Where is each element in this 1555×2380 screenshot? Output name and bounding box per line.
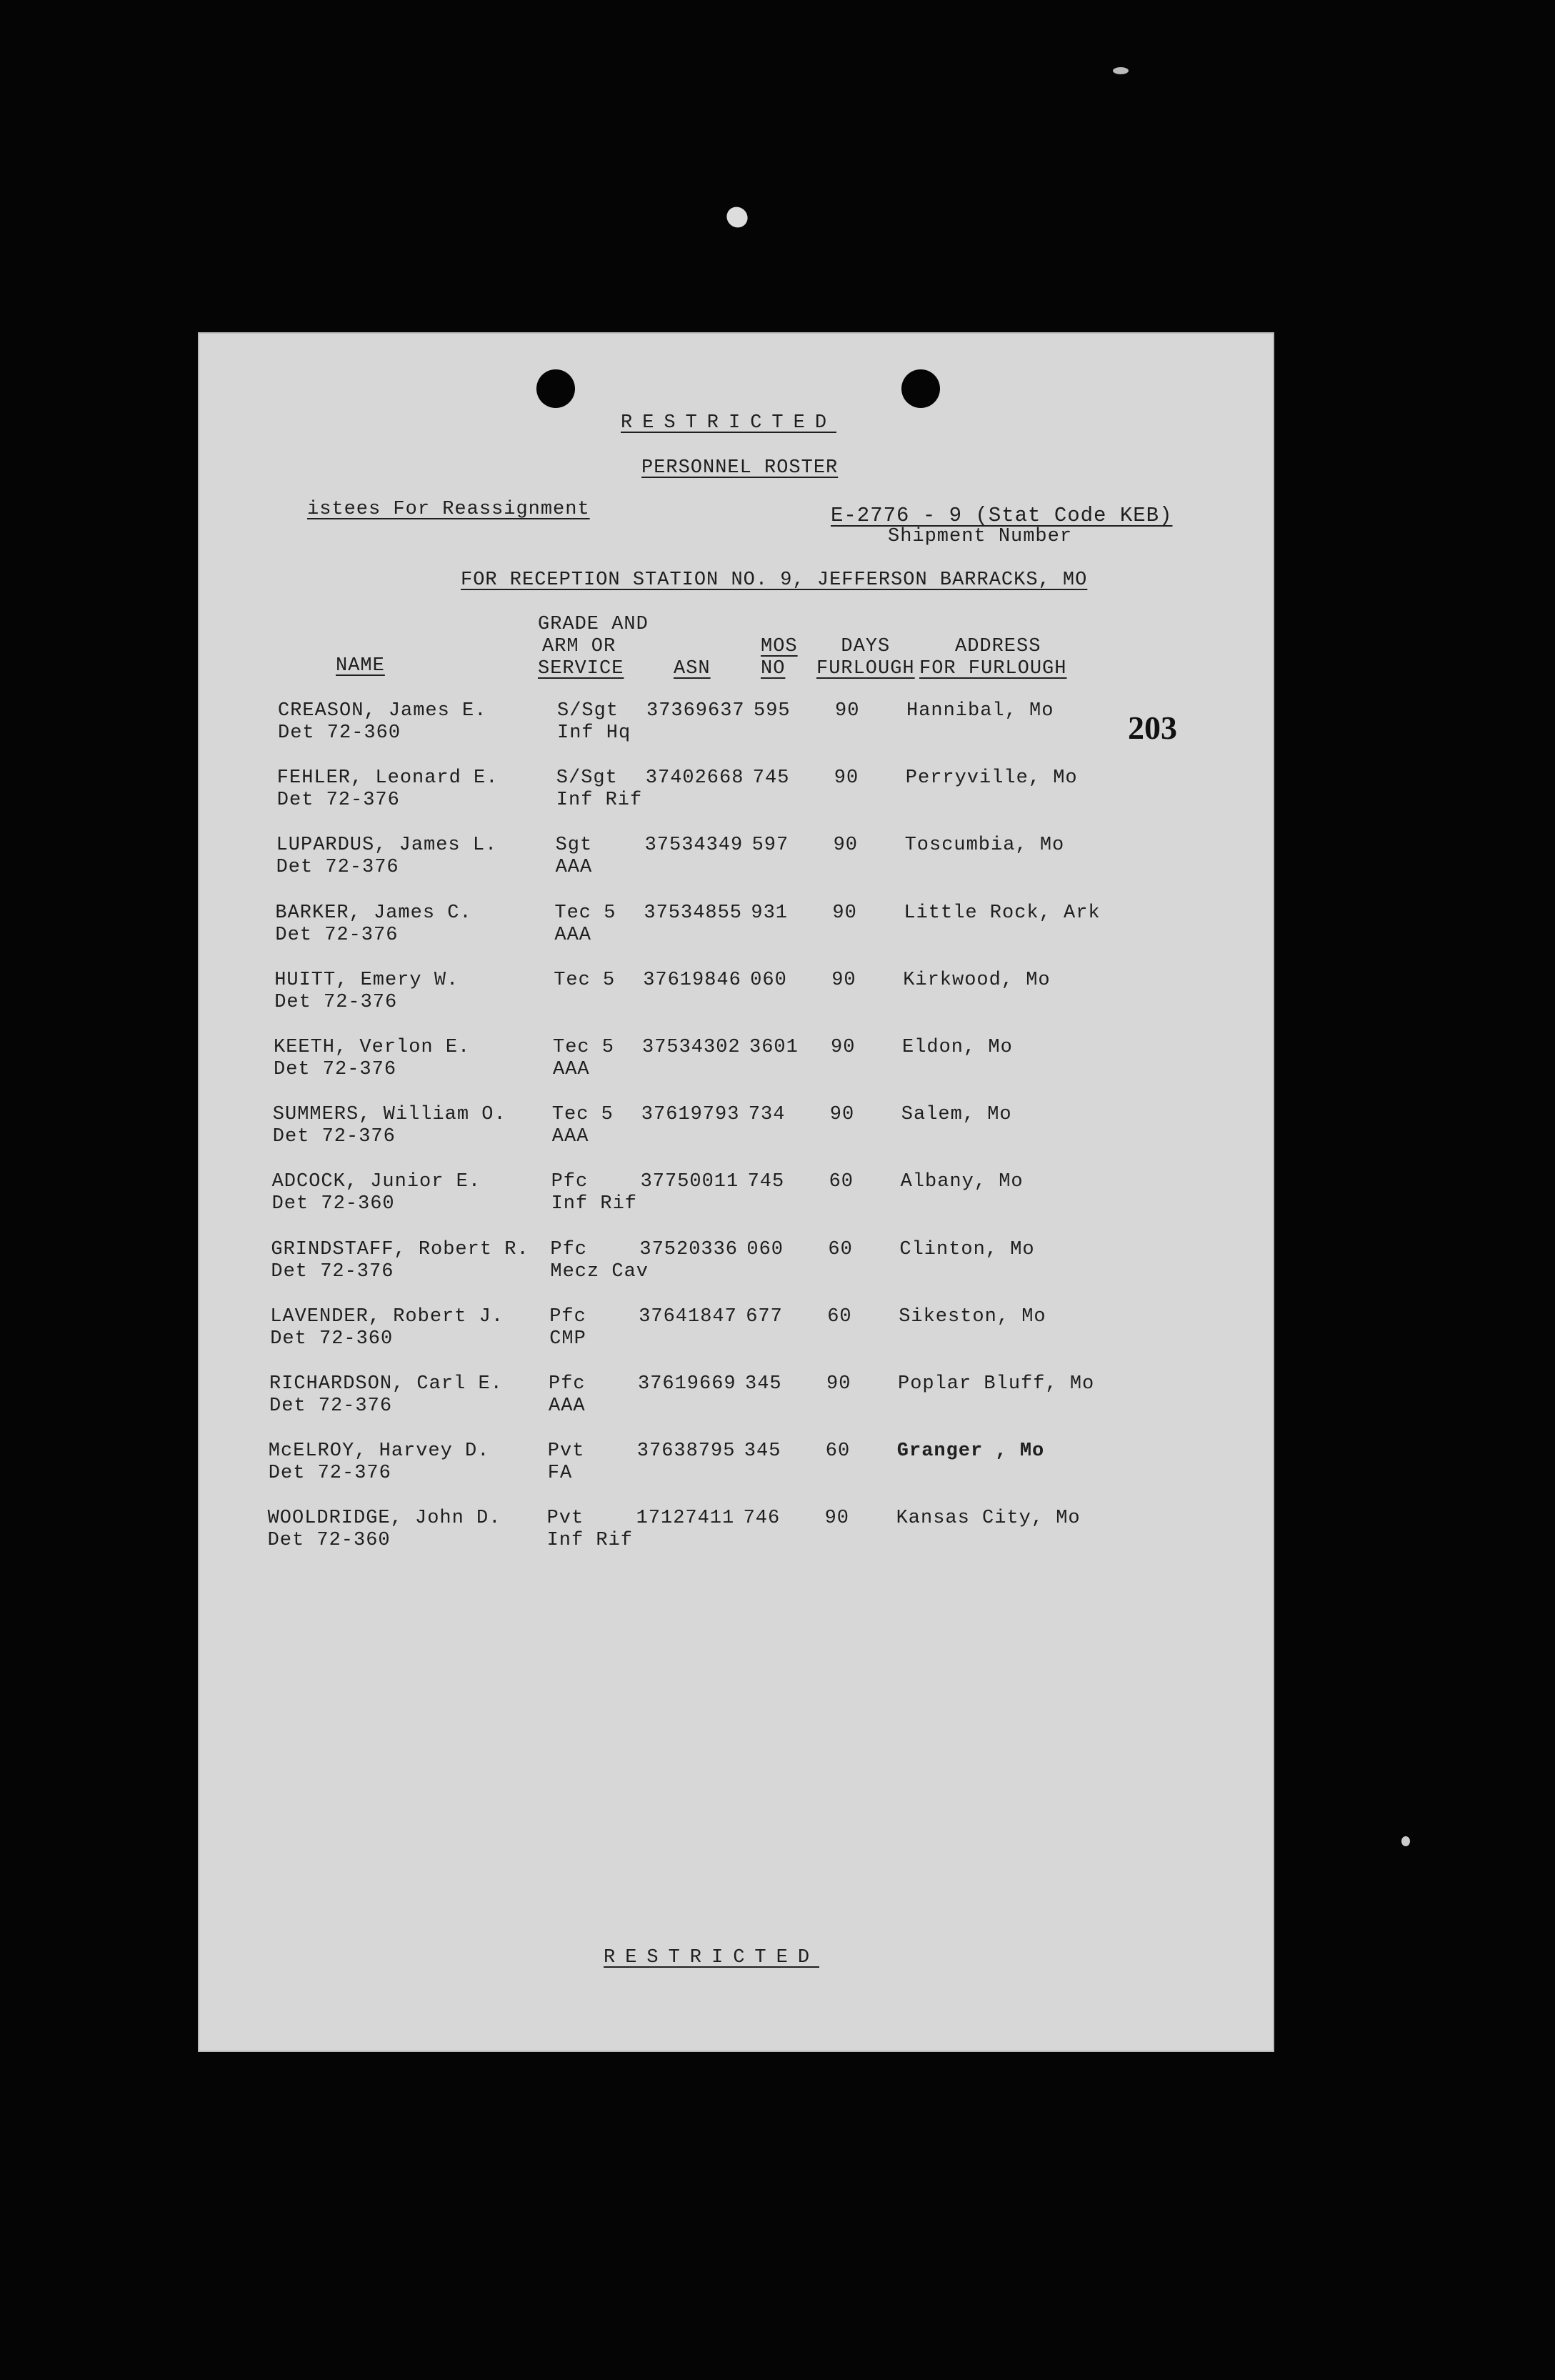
roster-detachment: Det 72-376	[274, 991, 398, 1013]
roster-arm-service: AAA	[551, 1126, 589, 1148]
roster-mos: 345	[745, 1373, 782, 1395]
roster-detachment: Det 72-360	[270, 1328, 394, 1350]
scan-speck	[723, 203, 752, 232]
roster-asn: 37402668	[645, 767, 744, 790]
roster-name: LAVENDER, Robert J.	[270, 1305, 504, 1328]
roster-arm-service: AAA	[553, 1059, 590, 1080]
roster-arm-service: Mecz Cav	[550, 1260, 649, 1283]
address-header-line: FOR FURLOUGH	[919, 658, 1067, 679]
roster-mos: 734	[748, 1104, 786, 1126]
roster-days: 60	[825, 1440, 851, 1463]
roster-mos: 060	[746, 1238, 784, 1260]
roster-days: 90	[832, 902, 857, 924]
roster-detachment: Det 72-376	[272, 1126, 396, 1148]
roster-arm-service: AAA	[549, 1395, 586, 1417]
roster-address: Toscumbia, Mo	[904, 835, 1065, 857]
roster-days: 90	[833, 835, 858, 857]
roster-asn: 37534349	[644, 835, 744, 857]
roster-asn: 37750011	[640, 1171, 739, 1193]
roster-days: 60	[828, 1238, 853, 1260]
roster-address: Albany, Mo	[900, 1171, 1024, 1193]
roster-arm-service: Inf Rif	[546, 1530, 634, 1552]
roster-arm-service: AAA	[555, 857, 593, 879]
page-number-stamp: 203	[1128, 709, 1177, 746]
column-header-mos	[761, 636, 798, 680]
roster-name: HUITT, Emery W.	[274, 969, 459, 991]
roster-arm-service: Inf Rif	[551, 1193, 638, 1215]
roster-asn: 37641847	[639, 1305, 737, 1328]
document-title: PERSONNEL ROSTER	[641, 457, 839, 479]
roster-mos: 345	[744, 1440, 781, 1463]
roster-days: 90	[834, 767, 859, 790]
roster-arm-service: FA	[547, 1463, 573, 1485]
roster-grade: S/Sgt	[557, 700, 619, 722]
roster-grade: Sgt	[555, 835, 593, 857]
roster-days: 90	[831, 1037, 856, 1058]
roster-days: 90	[835, 700, 860, 722]
roster-name: FEHLER, Leonard E.	[276, 767, 499, 790]
roster-mos: 746	[743, 1508, 781, 1530]
roster-arm-service: Inf Rif	[556, 790, 643, 812]
roster-address: Clinton, Mo	[899, 1238, 1035, 1260]
roster-grade: Pvt	[547, 1440, 585, 1463]
roster-days: 90	[824, 1508, 849, 1530]
roster-mos: 745	[747, 1171, 785, 1193]
roster-detachment: Det 72-376	[268, 1463, 391, 1485]
roster-address: Poplar Bluff, Mo	[898, 1373, 1095, 1395]
roster-arm-service: Inf Hq	[557, 722, 631, 744]
roster-name: RICHARDSON, Carl E.	[269, 1373, 503, 1395]
shipment-code: E-2776 - 9 (Stat Code KEB)	[831, 504, 1173, 527]
grade-header-line: GRADE AND	[538, 614, 649, 635]
roster-mos: 745	[752, 767, 790, 790]
top-classification: RESTRICTED	[621, 412, 837, 434]
left-heading: istees For Reassignment	[307, 499, 590, 520]
punch-hole	[901, 369, 940, 408]
bottom-classification: RESTRICTED	[604, 1947, 820, 1968]
column-header-name: NAME	[336, 655, 385, 677]
roster-name: McELROY, Harvey D.	[268, 1440, 490, 1463]
roster-mos: 677	[746, 1305, 783, 1328]
roster-name: BARKER, James C.	[275, 902, 472, 924]
column-header-asn: ASN	[674, 658, 711, 679]
roster-grade: Pvt	[546, 1508, 584, 1530]
roster-name: SUMMERS, William O.	[272, 1104, 506, 1126]
scan-speck	[1113, 67, 1129, 74]
roster-mos: 595	[754, 700, 791, 722]
scan-speck	[1401, 1836, 1410, 1846]
roster-grade: Pfc	[549, 1373, 586, 1395]
mos-header-line: NO	[761, 658, 786, 679]
roster-name: ADCOCK, Junior E.	[271, 1171, 481, 1193]
grade-header-line: SERVICE	[538, 658, 624, 679]
roster-grade: Tec 5	[551, 1104, 614, 1126]
roster-detachment: Det 72-376	[274, 1059, 397, 1080]
column-header-grade	[538, 614, 649, 680]
grade-header-line: ARM OR	[542, 636, 616, 657]
roster-grade: Tec 5	[554, 969, 616, 991]
roster-grade: Tec 5	[553, 1037, 615, 1058]
roster-days: 90	[829, 1104, 855, 1126]
roster-name: KEETH, Verlon E.	[274, 1037, 471, 1058]
roster-days: 60	[829, 1171, 854, 1193]
roster-address: Kansas City, Mo	[896, 1508, 1081, 1530]
mos-header-line: MOS	[761, 636, 798, 657]
roster-name: LUPARDUS, James L.	[276, 835, 498, 857]
days-header-line: DAYS	[841, 636, 891, 657]
roster-asn: 37369637	[646, 700, 745, 722]
roster-address: Little Rock, Ark	[904, 902, 1101, 924]
roster-asn: 17127411	[636, 1508, 735, 1530]
roster-detachment: Det 72-360	[271, 1193, 395, 1215]
roster-mos: 3601	[749, 1037, 799, 1058]
roster-asn: 37534302	[642, 1037, 741, 1058]
roster-asn: 37638795	[636, 1440, 736, 1463]
roster-address: Salem, Mo	[901, 1104, 1012, 1126]
column-header-address	[919, 636, 1066, 680]
roster-detachment: Det 72-376	[275, 924, 399, 946]
roster-name: CREASON, James E.	[278, 700, 487, 722]
roster-days: 90	[831, 969, 856, 991]
destination-line: FOR RECEPTION STATION NO. 9, JEFFERSON BARRACKS, MO	[461, 569, 1088, 591]
roster-detachment: Det 72-376	[276, 790, 400, 812]
days-header-line: FURLOUGH	[816, 658, 915, 679]
roster-asn: 37619846	[643, 969, 741, 991]
roster-grade: S/Sgt	[556, 767, 618, 790]
roster-mos: 060	[750, 969, 787, 991]
roster-days: 90	[826, 1373, 851, 1395]
punch-hole	[536, 369, 575, 408]
roster-grade: Pfc	[551, 1171, 589, 1193]
roster-address: Hannibal, Mo	[906, 700, 1054, 722]
roster-arm-service: AAA	[554, 924, 591, 946]
roster-grade: Tec 5	[554, 902, 616, 924]
roster-page	[198, 332, 1274, 2052]
roster-asn: 37619669	[638, 1373, 736, 1395]
roster-detachment: Det 72-376	[276, 857, 399, 879]
roster-detachment: Det 72-360	[278, 722, 401, 744]
roster-address: Kirkwood, Mo	[903, 969, 1051, 991]
roster-grade: Pfc	[549, 1305, 586, 1328]
roster-mos: 597	[751, 835, 789, 857]
shipment-label: Shipment Number	[888, 526, 1073, 547]
roster-detachment: Det 72-376	[271, 1260, 394, 1283]
roster-asn: 37520336	[639, 1238, 739, 1260]
roster-name: WOOLDRIDGE, John D.	[267, 1508, 501, 1530]
roster-detachment: Det 72-376	[269, 1395, 393, 1417]
roster-address: Sikeston, Mo	[899, 1305, 1046, 1328]
roster-detachment: Det 72-360	[267, 1530, 391, 1552]
roster-address: Perryville, Mo	[905, 767, 1078, 790]
roster-asn: 37534855	[644, 902, 743, 924]
roster-asn: 37619793	[641, 1104, 740, 1126]
roster-arm-service: CMP	[549, 1328, 586, 1350]
roster-days: 60	[827, 1305, 852, 1328]
address-header-line: ADDRESS	[955, 636, 1041, 657]
roster-address: Eldon, Mo	[902, 1037, 1013, 1058]
roster-grade: Pfc	[550, 1238, 587, 1260]
roster-name: GRINDSTAFF, Robert R.	[271, 1238, 529, 1260]
column-header-days	[816, 636, 915, 680]
roster-mos: 931	[751, 902, 788, 924]
roster-address: Granger , Mo	[896, 1440, 1045, 1463]
